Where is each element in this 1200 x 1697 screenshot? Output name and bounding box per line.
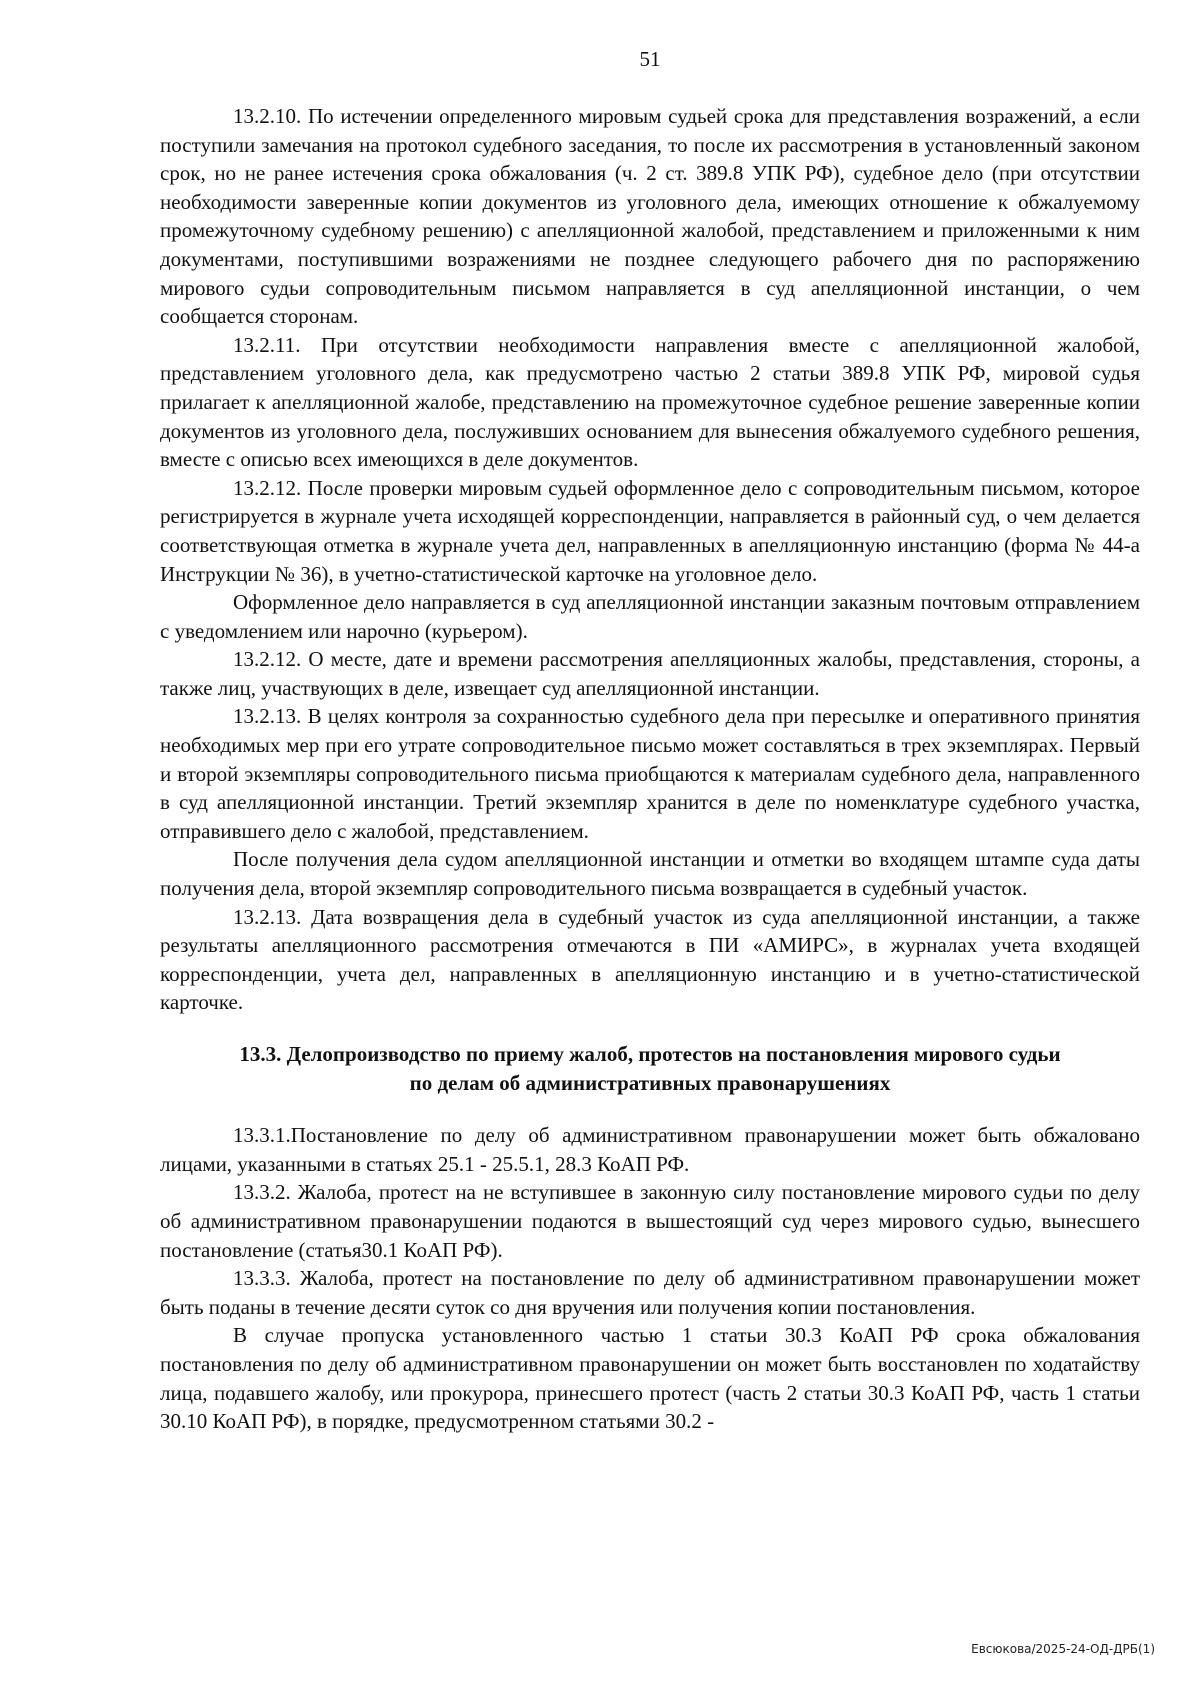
paragraph-13-2-13: 13.2.13. В целях контроля за сохранностью судебного дела при пересылке и оперативного принятия необходимых мер при его утрате сопроводительное письмо может составляться в трех экземплярах. Первый и второй экземпляры сопроводительного письма приобщаются к материалам судебного дела, направленного в суд апелляционной инстанции. Третий экземпляр хранится в деле по номенклатуре судебного участка, отправившего дело с жалобой, представлением. (160, 704, 1140, 843)
section-heading-13-3 (160, 1040, 1140, 1097)
page-number: 51 (639, 47, 661, 71)
paragraph-13-2-12: 13.2.12. После проверки мировым судьей оформленное дело с сопроводительным письмом, которое регистрируется в журнале учета исходящей корреспонденции, направляется в районный суд, о чем делается соответствующая отметка в журнале учета дел, направленных в апелляционную инстанцию (форма № 44-а Инструкции № 36), в учетно-статистической карточке на уголовное дело. (160, 475, 1140, 586)
paragraph-13-3-2: 13.3.2. Жалоба, протест на не вступившее в законную силу постановление мирового судьи по делу об административном правонарушении подаются в вышестоящий суд через мирового судью, вынесшего постановление (статья30.1 КоАП РФ). (160, 1180, 1140, 1262)
paragraph-return-copy: После получения дела судом апелляционной инстанции и отметки во входящем штампе суда даты получения дела, второй экземпляр сопроводительного письма возвращается в судебный участок. (160, 847, 1140, 901)
paragraph-13-2-11: 13.2.11. При отсутствии необходимости направления вместе с апелляционной жалобой, представлением уголовного дела, как предусмотрено частью 2 статьи 389.8 УПК РФ, мировой судья прилагает к апелляционной жалобе, представлению на промежуточное судебное решение заверенные копии документов из уголовного дела, послуживших основанием для вынесения обжалуемого судебного решения, вместе с описью всех имеющихся в деле документов. (160, 332, 1140, 472)
section-heading-line-1: 13.3. Делопроизводство по приему жалоб, протестов на постановления мирового судьи (239, 1042, 1061, 1066)
paragraph-13-2-12-notice: 13.2.12. О месте, дате и времени рассмотрения апелляционных жалобы, представления, стороны, а также лиц, участвующих в деле, извещает суд апелляционной инстанции. (160, 647, 1140, 700)
section-heading-line-2: по делам об административных правонарушениях (409, 1070, 891, 1095)
paragraph-13-2-10: 13.2.10. По истечении определенного мировым судьей срока для представления возражений, а если поступили замечания на протокол судебного заседания, то после их рассмотрения в установленный законом срок, но не ранее истечения срока обжалования (ч. 2 ст. 389.8 УПК РФ), судебное дело (при отсутствии необходимости заверенные копии документов из уголовного дела, имеющих отношение к обжалуемому промежуточному судебному решению) с апелляционной жалобой, представлением и приложенными к ним документами, поступившими возражениями не позднее следующего рабочего дня по распоряжению мирового судьи сопроводительным письмом направляется в суд апелляционной инстанции, о чем сообщается сторонам. (160, 104, 1140, 329)
paragraph-13-3-1: 13.3.1.Постановление по делу об административном правонарушении может быть обжаловано лицами, указанными в статьях 25.1 - 25.5.1, 28.3 КоАП РФ. (160, 1123, 1140, 1176)
paragraph-delivery: Оформленное дело направляется в суд апелляционной инстанции заказным почтовым отправлением с уведомлением или нарочно (курьером). (160, 590, 1140, 643)
paragraph-missed-deadline: В случае пропуска установленного частью 1 статьи 30.3 КоАП РФ срока обжалования постановления по делу об административном правонарушении он может быть восстановлен по ходатайству лица, подавшего жалобу, или прокурора, принесшего протест (часть 2 статьи 30.3 КоАП РФ, часть 1 статьи 30.10 КоАП РФ), в порядке, предусмотренном статьями 30.2 - (160, 1323, 1140, 1434)
paragraph-13-3-3: 13.3.3. Жалоба, протест на постановление по делу об административном правонарушении может быть поданы в течение десяти суток со дня вручения или получения копии постановления. (160, 1266, 1140, 1319)
paragraph-13-2-13-return: 13.2.13. Дата возвращения дела в судебный участок из суда апелляционной инстанции, а также результаты апелляционного рассмотрения отмечаются в ПИ «АМИРС», в журналах учета входящей корреспонденции, учета дел, направленных в апелляционную инстанцию и в учетно-статистической карточке. (160, 904, 1140, 1015)
document-body (160, 102, 1140, 1436)
footer-document-reference: Евсюкова/2025-24-ОД-ДРБ(1) (971, 1642, 1155, 1656)
